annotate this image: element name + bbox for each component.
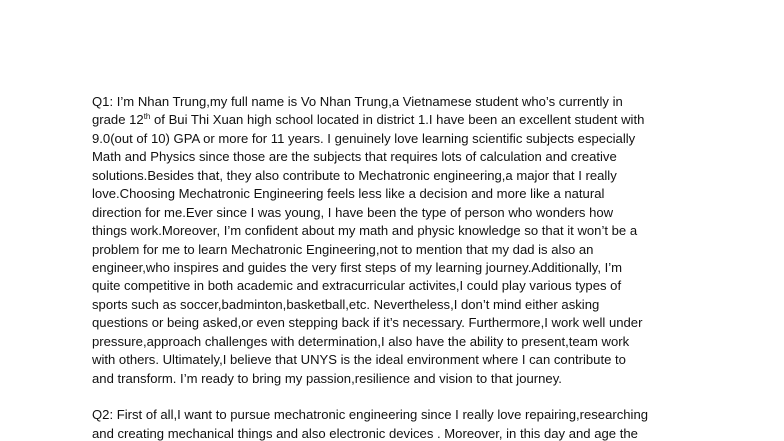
answer-q2 <box>92 406 696 441</box>
q1-line: questions or being asked,or even stepping back if it’s necessary. Furthermore,I work well under <box>92 315 643 331</box>
q1-line: sports such as soccer,badminton,basketball,etc. Nevertheless,I don’t mind either asking <box>92 296 600 312</box>
q1-line: things work.Moreover, I’m confident about my math and physic knowledge so that it won’t be a <box>92 223 638 239</box>
grade-superscript: th <box>143 112 151 122</box>
document-body <box>92 93 696 441</box>
q1-line: Q1: I’m Nhan Trung,my full name is Vo Nhan Trung,a Vietnamese student who’s currently in <box>92 94 623 109</box>
paragraph-gap <box>92 388 696 406</box>
q1-line <box>92 111 696 129</box>
q1-line: 9.0(out of 10) GPA or more for 11 years. I genuinely love learning scientific subjects especially <box>92 130 636 146</box>
q2-line: Q2: First of all,I want to pursue mechatronic engineering since I really love repairing,researching <box>92 407 649 423</box>
q1-line: solutions.Besides that, they also contribute to Mechatronic engineering,a major that I really <box>92 167 617 183</box>
q1-line: problem for me to learn Mechatronic Engineering,not to mention that my dad is also an <box>92 241 594 257</box>
q1-line: love.Choosing Mechatronic Engineering feels less like a decision and more like a natural <box>92 186 605 202</box>
q1-line: with others. Ultimately,I believe that UNYS is the ideal environment where I can contribute to <box>92 352 626 368</box>
q1-line: and transform. I’m ready to bring my passion,resilience and vision to that journey. <box>92 370 562 386</box>
q1-line: direction for me.Ever since I was young, I have been the type of person who wonders how <box>92 204 614 220</box>
q1-line: quite competitive in both academic and extracurricular activites,I could play various types of <box>92 278 622 294</box>
q2-line: and creating mechanical things and also electronic devices . Moreover, in this day and age the <box>92 425 638 441</box>
q1-line: pressure,approach challenges with determination,I also have the ability to present,team work <box>92 333 630 349</box>
grade-text: grade 12 <box>92 112 144 128</box>
q1-line-text: of Bui Thi Xuan high school located in district 1.I have been an excellent student with <box>154 112 645 128</box>
q1-line: engineer,who inspires and guides the very first steps of my learning journey.Additionally, I’m <box>92 259 623 275</box>
q1-line: Math and Physics since those are the subjects that requires lots of calculation and creative <box>92 149 617 165</box>
answer-q1 <box>92 93 696 388</box>
